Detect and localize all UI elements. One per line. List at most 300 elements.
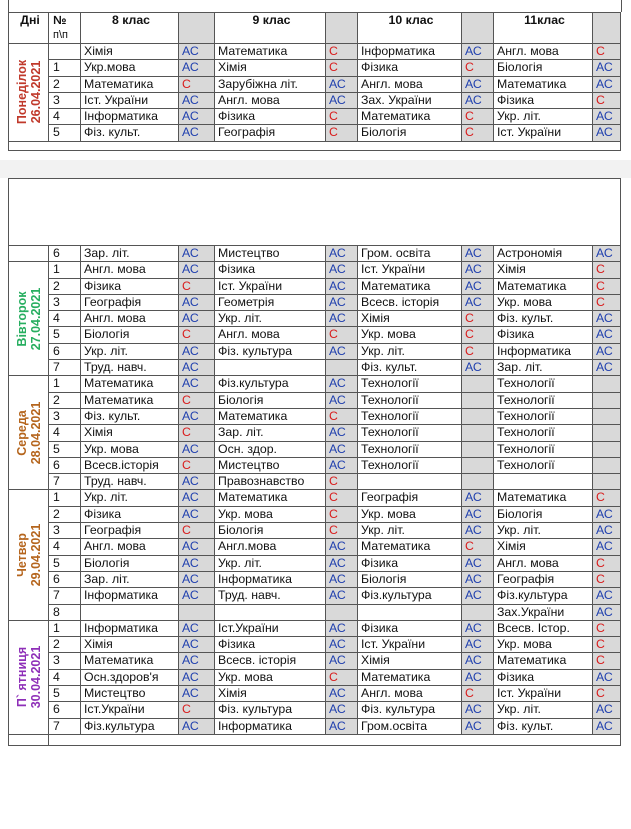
format-mark: АС [593, 523, 621, 539]
lesson-number: 4 [49, 539, 81, 555]
subject-cell: Укр. мова [215, 669, 326, 685]
format-mark: С [326, 523, 358, 539]
lesson-row [9, 376, 621, 392]
format-mark: С [179, 523, 215, 539]
lesson-row [9, 392, 621, 408]
subject-cell: Хімія [215, 60, 326, 76]
lesson-row [9, 109, 621, 125]
subject-cell: Математика [81, 653, 179, 669]
lesson-row [9, 311, 621, 327]
subject-cell: Всесв.історія [81, 457, 179, 473]
day-label-cell [9, 620, 49, 734]
subject-cell: Технології [494, 376, 593, 392]
format-mark: АС [593, 539, 621, 555]
format-mark: С [462, 343, 494, 359]
lesson-number: 3 [49, 408, 81, 424]
format-mark: АС [179, 441, 215, 457]
format-mark [462, 457, 494, 473]
format-mark: С [593, 686, 621, 702]
subject-cell: Фіз.культура [494, 588, 593, 604]
subject-cell: Фізика [494, 92, 593, 108]
day-label-cell [9, 262, 49, 376]
subject-cell: Укр. літ. [358, 523, 462, 539]
format-mark: АС [462, 588, 494, 604]
format-mark: АС [462, 360, 494, 376]
subject-cell: Інформатика [81, 588, 179, 604]
subject-cell: Іст. України [81, 92, 179, 108]
subject-cell: Труд. навч. [215, 588, 326, 604]
day-label-cell [9, 246, 49, 262]
subject-cell: Англ. мова [215, 92, 326, 108]
lesson-row [9, 125, 621, 141]
format-mark: С [326, 125, 358, 141]
lesson-number: 6 [49, 457, 81, 473]
subject-cell: Географія [215, 125, 326, 141]
lesson-row [9, 620, 621, 636]
day-name: Середа [14, 410, 29, 456]
lesson-number: 6 [49, 702, 81, 718]
format-mark: АС [179, 620, 215, 636]
subject-cell: Географія [81, 523, 179, 539]
subject-cell: Укр. літ. [81, 490, 179, 506]
format-mark [593, 474, 621, 490]
format-mark: С [593, 262, 621, 278]
subject-cell: Математика [358, 539, 462, 555]
mark-column-header [462, 13, 494, 44]
subject-cell: Технології [358, 376, 462, 392]
format-mark: С [326, 109, 358, 125]
format-mark: АС [462, 262, 494, 278]
lesson-number: 3 [49, 92, 81, 108]
subject-cell: Хімія [215, 686, 326, 702]
format-mark [593, 425, 621, 441]
subject-cell [358, 474, 462, 490]
subject-cell: Інформатика [81, 620, 179, 636]
format-mark: АС [179, 588, 215, 604]
subject-cell: Зар. літ. [81, 571, 179, 587]
day-label [15, 524, 43, 587]
format-mark: С [593, 653, 621, 669]
monday-footer-row [9, 141, 621, 150]
subject-cell: Укр. літ. [494, 702, 593, 718]
subject-cell: Фіз. культура [215, 702, 326, 718]
subject-cell: Англ.мова [215, 539, 326, 555]
format-mark: АС [462, 523, 494, 539]
format-mark: С [326, 669, 358, 685]
format-mark: АС [179, 360, 215, 376]
format-mark: АС [179, 343, 215, 359]
subject-cell [494, 474, 593, 490]
format-mark: С [462, 686, 494, 702]
format-mark: С [326, 408, 358, 424]
subject-cell: Біологія [81, 555, 179, 571]
subject-cell: Географія [81, 294, 179, 310]
subject-cell: Технології [358, 457, 462, 473]
lesson-number: 7 [49, 474, 81, 490]
format-mark: АС [326, 262, 358, 278]
lesson-number: 7 [49, 718, 81, 734]
subject-cell: Математика [494, 653, 593, 669]
format-mark: С [462, 327, 494, 343]
subject-cell: Зарубіжна літ. [215, 76, 326, 92]
header-row [9, 13, 621, 44]
subject-cell: Фіз. культура [358, 702, 462, 718]
subject-cell: Фіз. культ. [358, 360, 462, 376]
format-mark: АС [462, 294, 494, 310]
subject-cell: Біологія [494, 60, 593, 76]
format-mark: АС [179, 506, 215, 522]
format-mark: С [593, 637, 621, 653]
format-mark: АС [179, 474, 215, 490]
subject-cell: Біологія [494, 506, 593, 522]
format-mark: С [593, 620, 621, 636]
format-mark: С [179, 327, 215, 343]
lesson-number: 2 [49, 506, 81, 522]
day-date: 26.04.2021 [28, 61, 43, 124]
subject-cell: Укр. літ. [358, 343, 462, 359]
subject-cell: Фіз.культура [81, 718, 179, 734]
lesson-row [9, 360, 621, 376]
format-mark: АС [179, 669, 215, 685]
format-mark: С [593, 278, 621, 294]
day-name: П` ятниця [14, 647, 29, 708]
subject-cell: Англ. мова [358, 76, 462, 92]
header-number-label: № [53, 13, 67, 27]
blank-cell [9, 734, 49, 745]
subject-cell: Укр. мова [494, 294, 593, 310]
format-mark: С [462, 60, 494, 76]
format-mark: АС [179, 490, 215, 506]
lesson-number: 8 [49, 604, 81, 620]
table-top-edge [8, 0, 622, 12]
format-mark: С [593, 571, 621, 587]
subject-cell: Хімія [494, 539, 593, 555]
lesson-row [9, 425, 621, 441]
lesson-number: 4 [49, 425, 81, 441]
lesson-number: 3 [49, 653, 81, 669]
subject-cell: Укр. літ. [215, 311, 326, 327]
lesson-number: 7 [49, 360, 81, 376]
format-mark [462, 604, 494, 620]
format-mark: С [593, 44, 621, 60]
format-mark: АС [326, 392, 358, 408]
format-mark [593, 392, 621, 408]
format-mark: АС [326, 294, 358, 310]
header-class-8: 8 клас [81, 13, 179, 44]
format-mark [326, 604, 358, 620]
subject-cell: Англ. мова [494, 555, 593, 571]
format-mark: АС [593, 669, 621, 685]
subject-cell: Математика [81, 376, 179, 392]
day-date: 28.04.2021 [28, 401, 43, 465]
format-mark: АС [326, 376, 358, 392]
subject-cell: Технології [494, 408, 593, 424]
subject-cell: Іст. України [494, 686, 593, 702]
format-mark: АС [326, 637, 358, 653]
format-mark: АС [462, 571, 494, 587]
subject-cell: Всесв. історія [215, 653, 326, 669]
lesson-row [9, 457, 621, 473]
format-mark: АС [179, 44, 215, 60]
header-number [49, 13, 81, 44]
lesson-number: 1 [49, 490, 81, 506]
format-mark: С [462, 539, 494, 555]
subject-cell: Фізика [81, 506, 179, 522]
lesson-number: 2 [49, 278, 81, 294]
mark-column-header [593, 13, 621, 44]
format-mark: АС [326, 571, 358, 587]
lesson-number: 5 [49, 441, 81, 457]
subject-cell: Математика [358, 278, 462, 294]
subject-cell [358, 604, 462, 620]
lesson-number: 6 [49, 343, 81, 359]
subject-cell: Біологія [81, 327, 179, 343]
subject-cell: Математика [215, 490, 326, 506]
format-mark: АС [593, 311, 621, 327]
lesson-row [9, 653, 621, 669]
lesson-number: 5 [49, 125, 81, 141]
lesson-row [9, 604, 621, 620]
format-mark: АС [326, 278, 358, 294]
format-mark: АС [462, 555, 494, 571]
format-mark: АС [179, 92, 215, 108]
header-number-sub: п\п [53, 29, 68, 41]
lesson-number: 6 [49, 246, 81, 262]
format-mark [326, 360, 358, 376]
format-mark: АС [462, 76, 494, 92]
subject-cell: Хімія [81, 425, 179, 441]
format-mark: С [326, 60, 358, 76]
subject-cell: Математика [215, 44, 326, 60]
subject-cell: Фіз. культ. [494, 718, 593, 734]
format-mark: АС [179, 539, 215, 555]
subject-cell: Хімія [358, 311, 462, 327]
format-mark: С [179, 278, 215, 294]
lesson-number: 1 [49, 376, 81, 392]
format-mark: АС [179, 109, 215, 125]
format-mark [593, 441, 621, 457]
subject-cell: Англ. мова [81, 262, 179, 278]
format-mark: АС [326, 686, 358, 702]
subject-cell: Інформатика [215, 718, 326, 734]
format-mark: АС [593, 604, 621, 620]
format-mark: АС [593, 506, 621, 522]
format-mark: С [593, 92, 621, 108]
lesson-number: 5 [49, 555, 81, 571]
subject-cell: Англ. мова [358, 686, 462, 702]
format-mark: АС [326, 555, 358, 571]
format-mark: С [593, 490, 621, 506]
subject-cell: Зах.України [494, 604, 593, 620]
subject-cell [215, 360, 326, 376]
subject-cell: Астрономія [494, 246, 593, 262]
format-mark: С [593, 294, 621, 310]
format-mark: АС [593, 327, 621, 343]
subject-cell: Біологія [358, 125, 462, 141]
subject-cell: Іст. України [215, 278, 326, 294]
format-mark: АС [462, 44, 494, 60]
lesson-number: 3 [49, 294, 81, 310]
lesson-number: 3 [49, 523, 81, 539]
format-mark: АС [179, 637, 215, 653]
subject-cell: Фіз. культ. [81, 125, 179, 141]
format-mark: С [179, 76, 215, 92]
subject-cell: Зар. літ. [494, 360, 593, 376]
lesson-row [9, 44, 621, 60]
format-mark: АС [326, 702, 358, 718]
spacer-cell [49, 141, 621, 150]
subject-cell: Зар. літ. [215, 425, 326, 441]
format-mark [593, 408, 621, 424]
subject-cell: Англ. мова [494, 44, 593, 60]
format-mark: С [462, 109, 494, 125]
subject-cell: Осн. здор. [215, 441, 326, 457]
format-mark: АС [462, 490, 494, 506]
subject-cell: Укр. літ. [494, 109, 593, 125]
format-mark [179, 604, 215, 620]
format-mark: АС [179, 408, 215, 424]
format-mark: АС [179, 262, 215, 278]
subject-cell: Технології [494, 392, 593, 408]
format-mark: АС [326, 246, 358, 262]
subject-cell: Укр. мова [358, 327, 462, 343]
subject-cell: Фізика [81, 278, 179, 294]
subject-cell [215, 604, 326, 620]
format-mark: АС [326, 588, 358, 604]
format-mark: АС [179, 125, 215, 141]
subject-cell: Мистецтво [215, 457, 326, 473]
format-mark: АС [462, 653, 494, 669]
subject-cell: Укр. мова [494, 637, 593, 653]
format-mark: АС [593, 588, 621, 604]
lesson-row [9, 555, 621, 571]
day-date: 30.04.2021 [28, 646, 43, 709]
subject-cell: Правознавство [215, 474, 326, 490]
format-mark: АС [326, 425, 358, 441]
subject-cell: Укр. літ. [81, 343, 179, 359]
lesson-row [9, 669, 621, 685]
subject-cell: Біологія [358, 571, 462, 587]
format-mark: АС [593, 702, 621, 718]
format-mark: С [179, 702, 215, 718]
subject-cell: Технології [494, 441, 593, 457]
subject-cell: Математика [494, 278, 593, 294]
subject-cell: Геометрія [215, 294, 326, 310]
format-mark: С [179, 392, 215, 408]
subject-cell: Труд. навч. [81, 360, 179, 376]
lesson-row [9, 343, 621, 359]
day-label-cell [9, 490, 49, 620]
lesson-row [9, 588, 621, 604]
format-mark [593, 376, 621, 392]
lesson-row [9, 60, 621, 76]
format-mark: АС [179, 311, 215, 327]
lesson-number [49, 44, 81, 60]
format-mark: АС [462, 702, 494, 718]
format-mark [462, 441, 494, 457]
subject-cell: Фіз.культура [358, 588, 462, 604]
format-mark: АС [462, 92, 494, 108]
format-mark [462, 408, 494, 424]
schedule-table-monday [8, 12, 621, 151]
format-mark: С [179, 457, 215, 473]
lesson-row [9, 327, 621, 343]
day-name: Понеділок [14, 60, 29, 125]
format-mark [462, 392, 494, 408]
header-class-11: 11клас [494, 13, 593, 44]
subject-cell: Математика [494, 490, 593, 506]
subject-cell: Іст. України [494, 125, 593, 141]
format-mark: АС [462, 620, 494, 636]
format-mark: С [326, 506, 358, 522]
header-class-10: 10 клас [358, 13, 462, 44]
subject-cell: Фізика [358, 620, 462, 636]
header-days: Дні [9, 13, 49, 44]
subject-cell: Фізика [494, 327, 593, 343]
format-mark: АС [179, 294, 215, 310]
lesson-row [9, 474, 621, 490]
subject-cell: Інформатика [494, 343, 593, 359]
subject-cell: Математика [494, 76, 593, 92]
schedule-table-tue-fri [8, 178, 621, 746]
format-mark: АС [326, 718, 358, 734]
format-mark: АС [179, 376, 215, 392]
format-mark: АС [593, 343, 621, 359]
day-label [15, 402, 43, 465]
day-label [15, 288, 43, 351]
subject-cell: Англ. мова [81, 539, 179, 555]
format-mark: АС [593, 60, 621, 76]
format-mark: АС [326, 311, 358, 327]
day-label [15, 60, 43, 124]
subject-cell: Фіз.культура [215, 376, 326, 392]
subject-cell: Укр. мова [215, 506, 326, 522]
day-name: Вівторок [14, 291, 29, 347]
lesson-row [9, 92, 621, 108]
subject-cell: Гром.освіта [358, 718, 462, 734]
subject-cell: Іст. України [358, 262, 462, 278]
format-mark [462, 474, 494, 490]
subject-cell: Укр. літ. [494, 523, 593, 539]
format-mark: АС [179, 60, 215, 76]
subject-cell: Біологія [215, 392, 326, 408]
lesson-number: 5 [49, 686, 81, 702]
lesson-number: 1 [49, 60, 81, 76]
format-mark: С [326, 474, 358, 490]
format-mark: АС [593, 718, 621, 734]
subject-cell: Технології [494, 425, 593, 441]
subject-cell: Математика [81, 76, 179, 92]
subject-cell: Труд. навч. [81, 474, 179, 490]
subject-cell: Мистецтво [81, 686, 179, 702]
subject-cell: Фізика [358, 60, 462, 76]
subject-cell: Всесв. Істор. [494, 620, 593, 636]
subject-cell: Фіз. культ. [494, 311, 593, 327]
subject-cell: Іст.України [215, 620, 326, 636]
format-mark: АС [326, 653, 358, 669]
lesson-number: 5 [49, 327, 81, 343]
subject-cell: Інформатика [81, 109, 179, 125]
subject-cell: Географія [358, 490, 462, 506]
day-label [15, 646, 43, 709]
subject-cell: Зар. літ. [81, 246, 179, 262]
day-label-cell [9, 376, 49, 490]
format-mark: АС [179, 571, 215, 587]
lesson-row [9, 506, 621, 522]
subject-cell: Іст. України [358, 637, 462, 653]
subject-cell: Фізика [358, 555, 462, 571]
format-mark: АС [179, 555, 215, 571]
